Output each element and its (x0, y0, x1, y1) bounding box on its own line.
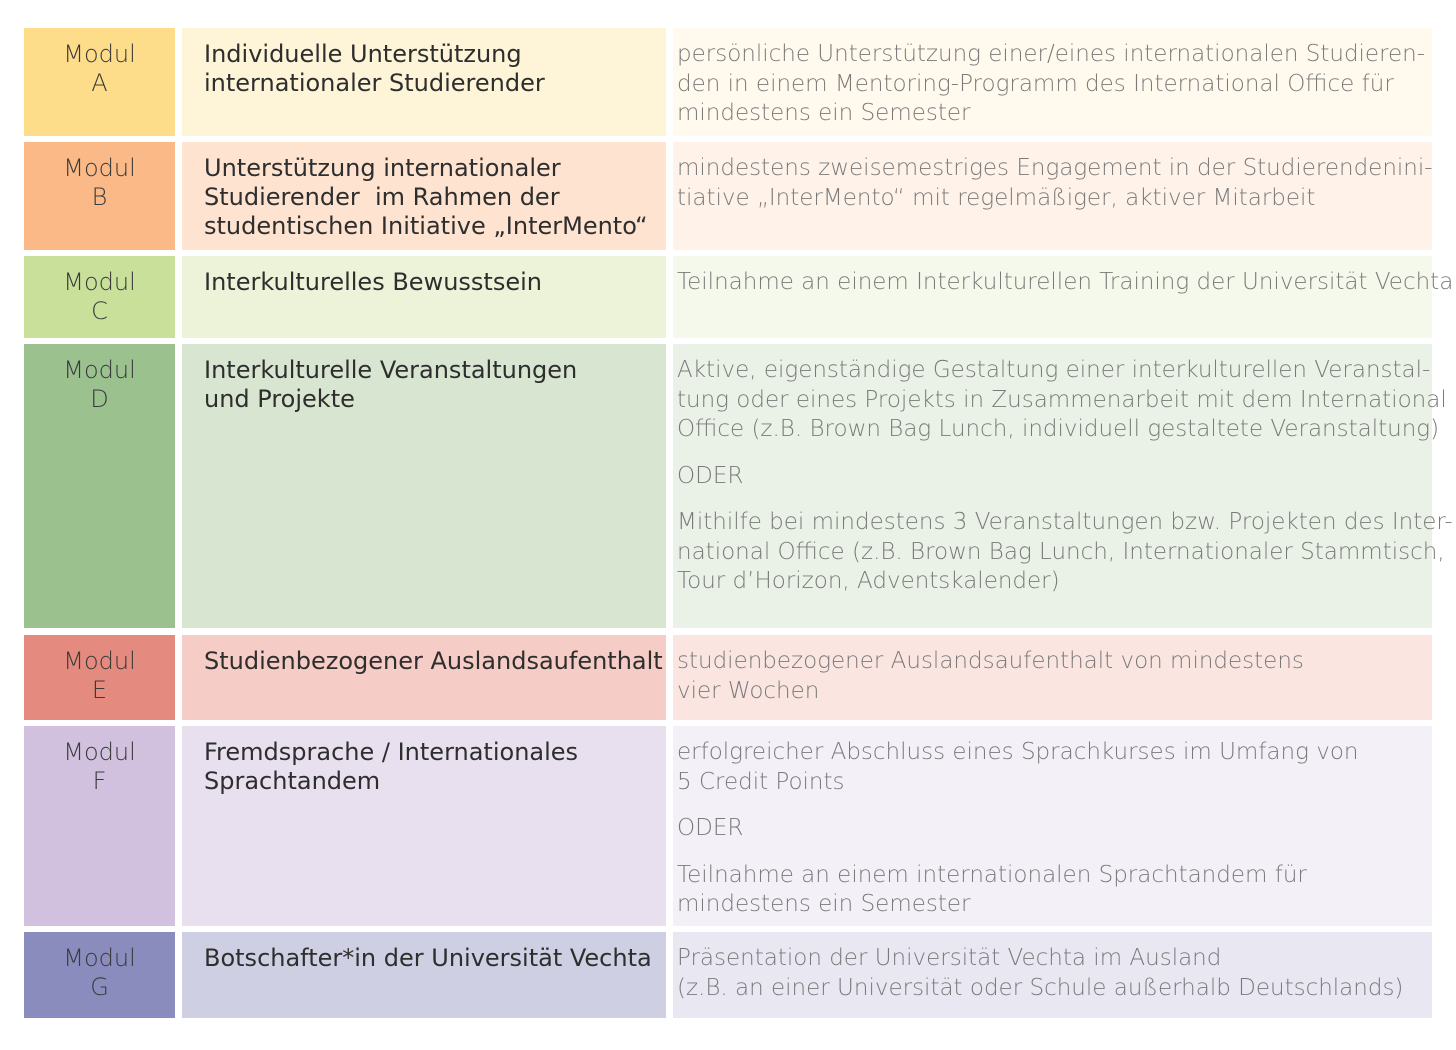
title-line: Sprachtandem (204, 767, 381, 795)
module-letter: F (92, 767, 107, 795)
module-title-f (182, 726, 666, 926)
title-line: Unterstützung internationaler (204, 154, 561, 182)
desc-paragraph (677, 154, 1433, 213)
module-word: Modul (63, 647, 136, 675)
module-row-f (0, 726, 1456, 926)
title-line: Individuelle Unterstützung (204, 40, 522, 68)
desc-line: Aktive, eigenständige Gestaltung einer interkulturellen Veranstal- (677, 357, 1431, 383)
module-word: Modul (63, 40, 136, 68)
module-title-g (182, 932, 666, 1018)
desc-line: Teilnahme an einem Interkulturellen Training der Universität Vechta (677, 269, 1454, 295)
module-label-a (24, 28, 175, 136)
desc-line: tiative „InterMento“ mit regelmäßiger, aktiver Mitarbeit (677, 184, 1316, 211)
module-row-e (0, 635, 1456, 720)
module-label-f (24, 726, 175, 926)
desc-line: den in einem Mentoring-Programm des International Office für (677, 70, 1394, 97)
desc-line: 5 Credit Points (677, 768, 845, 795)
title-line: Interkulturelles Bewusstsein (204, 268, 542, 296)
desc-paragraph (677, 268, 1454, 298)
module-title-b (182, 142, 666, 250)
module-desc-d (673, 344, 1453, 628)
desc-line: studienbezogener Auslandsaufenthalt von mindestens (677, 648, 1304, 674)
desc-line: Teilnahme an einem internationalen Sprachtandem für (677, 861, 1307, 888)
module-word: Modul (63, 944, 136, 972)
desc-paragraph (677, 647, 1420, 706)
module-row-a (0, 28, 1456, 136)
title-line: Studienbezogener Auslandsaufenthalt (204, 647, 663, 675)
module-title-c (182, 256, 666, 338)
module-row-c (0, 256, 1456, 338)
desc-line: Mithilfe bei mindestens 3 Veranstaltungen bzw. Projekten des Inter- (677, 509, 1453, 535)
module-desc-g (673, 932, 1432, 1018)
module-label-e (24, 635, 175, 720)
desc-paragraph (677, 738, 1420, 797)
module-row-b (0, 142, 1456, 250)
desc-line: ODER (677, 462, 744, 489)
module-title-a (182, 28, 666, 136)
desc-paragraph (677, 861, 1420, 920)
desc-line: persönliche Unterstützung einer/eines internationalen Studieren- (677, 41, 1426, 67)
module-letter: C (91, 297, 108, 325)
desc-line: erfolgreicher Abschluss eines Sprachkurses im Umfang von (677, 739, 1359, 765)
desc-line: mindestens ein Semester (677, 891, 971, 917)
module-desc-b (673, 142, 1432, 250)
title-line: Studierender im Rahmen der (204, 183, 560, 211)
module-label-b (24, 142, 175, 250)
title-line: Fremdsprache / Internationales (204, 738, 579, 766)
module-label-g (24, 932, 175, 1018)
desc-paragraph (677, 508, 1453, 597)
module-title-d (182, 344, 666, 628)
title-line: internationaler Studierender (204, 69, 545, 97)
desc-line: mindestens ein Semester (677, 100, 971, 126)
module-letter: G (90, 973, 109, 1001)
title-line: Interkulturelle Veranstaltungen (204, 356, 578, 384)
title-line: und Projekte (204, 385, 355, 413)
module-desc-f (673, 726, 1432, 926)
desc-paragraph (677, 356, 1447, 445)
desc-paragraph-oder (677, 814, 1420, 844)
module-letter: B (91, 183, 108, 211)
desc-line: mindestens zweisemestriges Engagement in der Studierendenini- (677, 155, 1433, 181)
title-line: studentischen Initiative „InterMento“ (204, 212, 648, 240)
module-letter: A (91, 69, 108, 97)
module-desc-e (673, 635, 1432, 720)
title-line: Botschafter*in der Universität Vechta (204, 944, 652, 972)
module-word: Modul (63, 268, 136, 296)
desc-line: ODER (677, 815, 744, 841)
desc-paragraph-oder (677, 462, 1420, 492)
module-word: Modul (63, 154, 136, 182)
module-letter: E (91, 676, 108, 704)
module-letter: D (90, 385, 109, 413)
desc-line: Präsentation der Universität Vechta im Ausland (677, 945, 1222, 971)
module-row-g (0, 932, 1456, 1018)
desc-line: Tour d’Horizon, Adventskalender) (677, 568, 1060, 594)
desc-paragraph (677, 944, 1420, 1003)
desc-line: (z.B. an einer Universität oder Schule außerhalb Deutschlands) (677, 974, 1404, 1001)
desc-line: tung oder eines Projekts in Zusammenarbeit mit dem International (677, 386, 1447, 413)
desc-line: national Office (z.B. Brown Bag Lunch, Internationaler Stammtisch, (677, 538, 1445, 565)
module-label-d (24, 344, 175, 628)
module-label-c (24, 256, 175, 338)
module-title-e (182, 635, 666, 720)
module-word: Modul (63, 356, 136, 384)
module-desc-c (673, 256, 1454, 338)
module-row-d (0, 344, 1456, 628)
module-desc-a (673, 28, 1432, 136)
desc-paragraph (677, 40, 1426, 129)
module-word: Modul (63, 738, 136, 766)
desc-line: Office (z.B. Brown Bag Lunch, individuell gestaltete Veranstaltung) (677, 416, 1440, 442)
desc-line: vier Wochen (677, 677, 820, 704)
